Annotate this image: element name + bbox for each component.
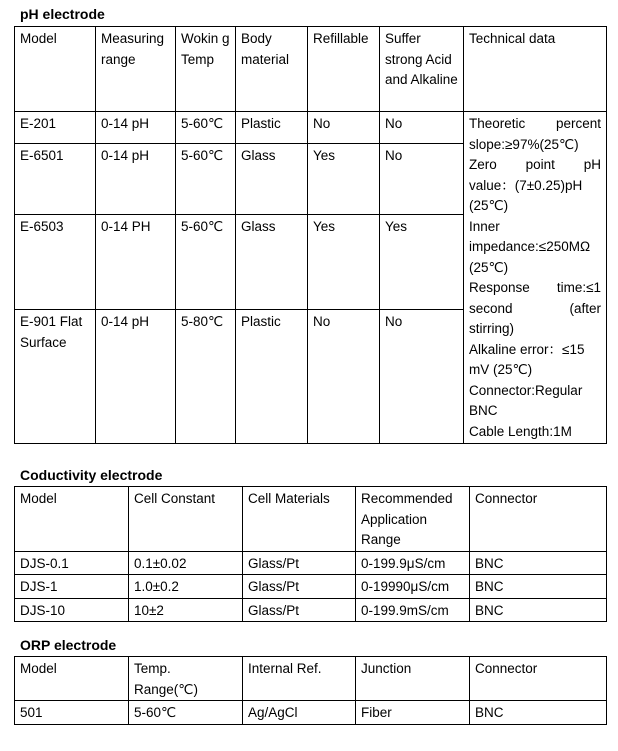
ph-electrode-table [14, 26, 607, 444]
header-cell: Wokin g Temp [176, 27, 236, 112]
header-cell: Model [15, 27, 96, 112]
header-cell: Temp. Range(℃) [129, 657, 243, 701]
table-header-row [15, 27, 607, 112]
header-cell: Refillable [308, 27, 380, 112]
temp-cell: 5-60℃ [176, 112, 236, 144]
header-cell: Model [15, 487, 129, 552]
table-row [15, 112, 607, 144]
refillable-cell: No [308, 112, 380, 144]
header-cell: Cell Constant [129, 487, 243, 552]
cell-materials-cell: Glass/Pt [243, 598, 356, 622]
header-cell: Junction [356, 657, 470, 701]
technical-data-line: BNC [469, 403, 498, 418]
junction-cell: Fiber [356, 701, 470, 725]
technical-data-line: stirring) [469, 321, 515, 336]
table-row [15, 701, 607, 725]
header-cell: Connector [470, 657, 607, 701]
header-cell: Internal Ref. [243, 657, 356, 701]
table-header-row [15, 657, 607, 701]
technical-data-line: mV (25℃) [469, 362, 533, 377]
model-cell: E-201 [15, 112, 96, 144]
header-cell: Connector [470, 487, 607, 552]
range-cell: 0-14 pH [96, 144, 176, 215]
acid-alkaline-cell: No [380, 310, 464, 444]
temp-cell: 5-60℃ [176, 144, 236, 215]
acid-alkaline-cell: No [380, 112, 464, 144]
cell-materials-cell: Glass/Pt [243, 551, 356, 575]
technical-data-line: Zero point pH [469, 157, 601, 172]
header-cell: Model [15, 657, 129, 701]
model-cell: E-6501 [15, 144, 96, 215]
temp-range-cell: 5-60℃ [129, 701, 243, 725]
acid-alkaline-cell: Yes [380, 215, 464, 310]
application-range-cell: 0-19990μS/cm [356, 575, 470, 599]
technical-data-line: second (after [469, 300, 601, 316]
connector-cell: BNC [470, 551, 607, 575]
model-cell: 501 [15, 701, 129, 725]
orp-section-title: ORP electrode [20, 637, 117, 653]
conductivity-electrode-table [14, 486, 607, 622]
model-cell: DJS-10 [15, 598, 129, 622]
technical-data-line: Alkaline error：≤15 [469, 341, 585, 357]
refillable-cell: No [308, 310, 380, 444]
header-cell: Measuring range [96, 27, 176, 112]
model-cell: DJS-1 [15, 575, 129, 599]
table-header-row [15, 487, 607, 552]
technical-data-line: slope:≥97%(25℃) [469, 136, 579, 152]
header-cell: Body material [236, 27, 308, 112]
model-cell: E-901 Flat Surface [15, 310, 96, 444]
ph-section-title: pH electrode [20, 6, 105, 22]
header-cell: Technical data [464, 27, 607, 112]
technical-data-line: (25℃) [469, 259, 509, 275]
model-cell: DJS-0.1 [15, 551, 129, 575]
temp-cell: 5-80℃ [176, 310, 236, 444]
model-cell: E-6503 [15, 215, 96, 310]
connector-cell: BNC [470, 598, 607, 622]
range-cell: 0-14 PH [96, 215, 176, 310]
temp-cell: 5-60℃ [176, 215, 236, 310]
cell-materials-cell: Glass/Pt [243, 575, 356, 599]
body-material-cell: Plastic [236, 112, 308, 144]
acid-alkaline-cell: No [380, 144, 464, 215]
technical-data-cell [464, 112, 607, 444]
technical-data-line: Cable Length:1M [469, 423, 572, 439]
application-range-cell: 0-199.9mS/cm [356, 598, 470, 622]
technical-data-line: (25℃) [469, 198, 509, 213]
technical-data-line: value：(7±0.25)pH [469, 177, 583, 193]
technical-data-line: Theoretic percent [469, 116, 601, 131]
body-material-cell: Plastic [236, 310, 308, 444]
body-material-cell: Glass [236, 144, 308, 215]
conductivity-section-title: Coductivity electrode [20, 467, 163, 483]
cell-constant-cell: 0.1±0.02 [129, 551, 243, 575]
table-row [15, 575, 607, 599]
cell-constant-cell: 10±2 [129, 598, 243, 622]
range-cell: 0-14 pH [96, 310, 176, 444]
header-cell: Suffer strong Acid and Alkaline [380, 27, 464, 112]
connector-cell: BNC [470, 701, 607, 725]
range-cell: 0-14 pH [96, 112, 176, 144]
technical-data-line: impedance:≤250MΩ [469, 239, 591, 254]
header-cell: Recommended Application Range [356, 487, 470, 552]
application-range-cell: 0-199.9μS/cm [356, 551, 470, 575]
orp-electrode-table [14, 656, 607, 725]
table-row [15, 551, 607, 575]
connector-cell: BNC [470, 575, 607, 599]
internal-ref-cell: Ag/AgCl [243, 701, 356, 725]
header-cell: Cell Materials [243, 487, 356, 552]
technical-data-line: Connector:Regular [469, 382, 583, 398]
table-row [15, 598, 607, 622]
refillable-cell: Yes [308, 215, 380, 310]
technical-data-line: Response time:≤1 [469, 280, 601, 295]
body-material-cell: Glass [236, 215, 308, 310]
technical-data-line: Inner [469, 218, 500, 234]
refillable-cell: Yes [308, 144, 380, 215]
cell-constant-cell: 1.0±0.2 [129, 575, 243, 599]
